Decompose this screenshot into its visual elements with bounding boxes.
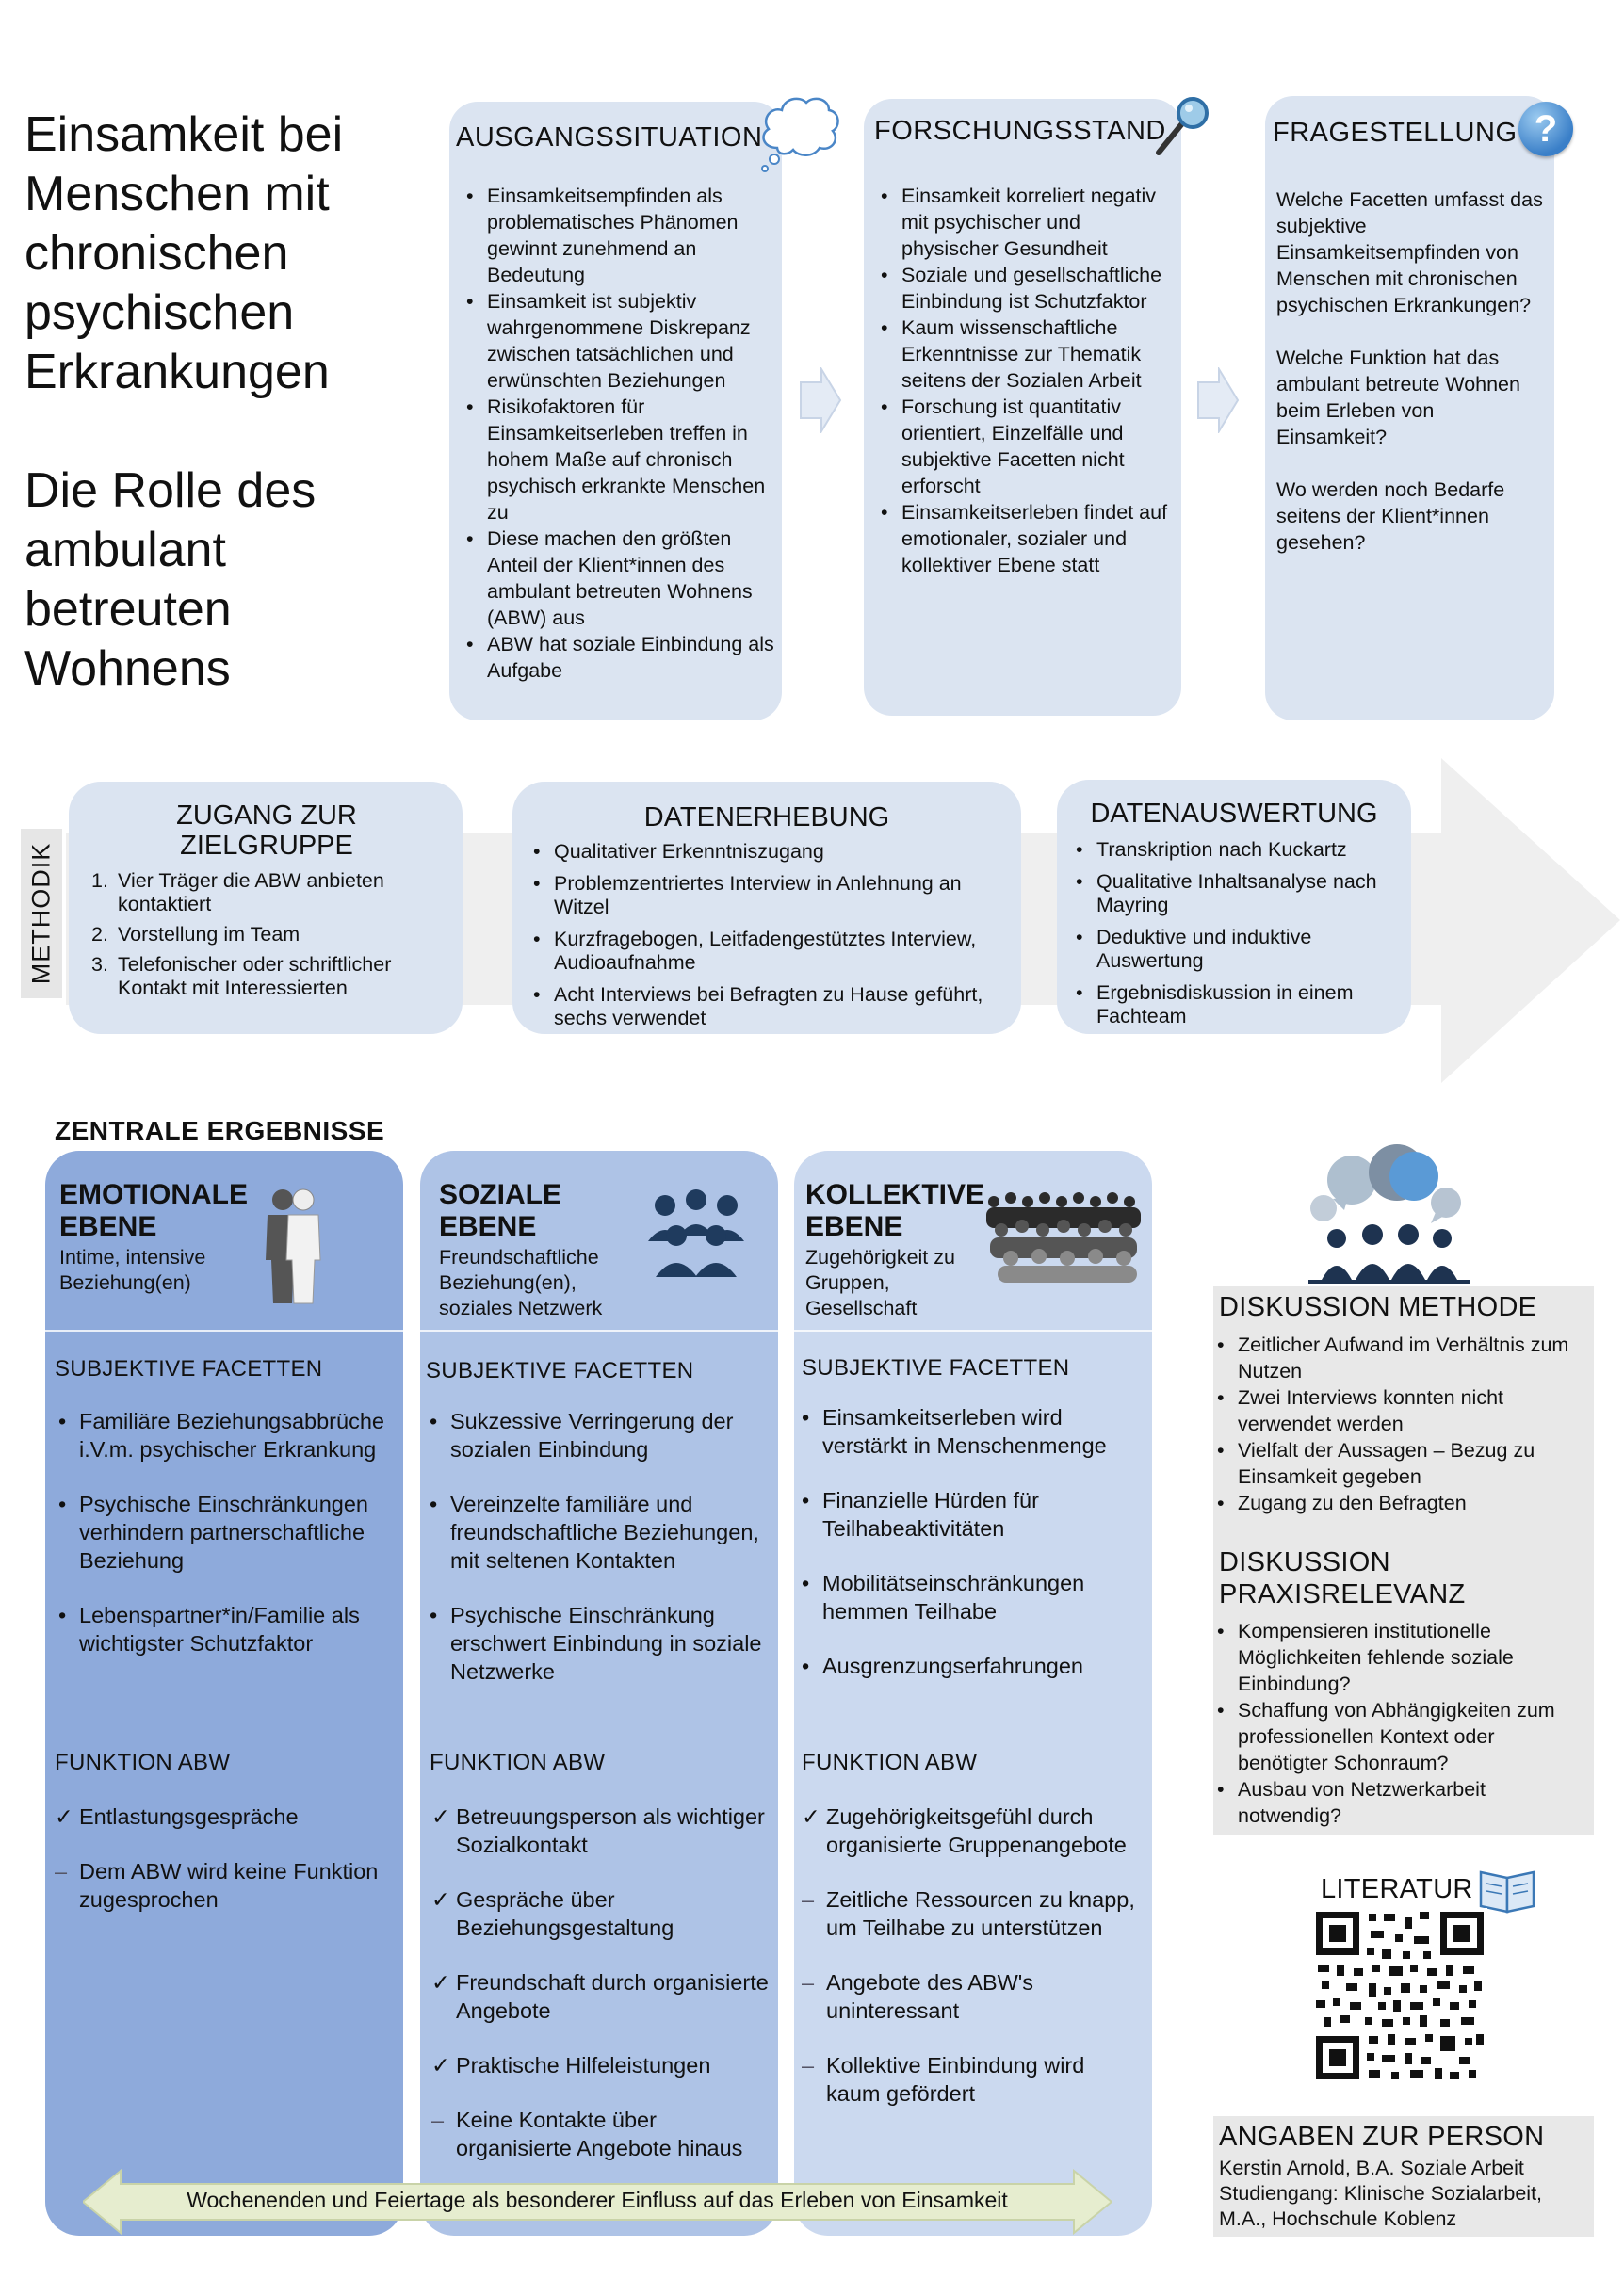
datenauswertung-list [1068,838,1398,1028]
list-item: • Kompensieren institutionelle Möglichkeiten fehlende soziale Einbindung? [1213,1618,1590,1697]
two-persons-icon [260,1187,326,1309]
sozial-facets-list [422,1407,771,1686]
list-item: • Risikofaktoren für Einsamkeitserleben treffen in hohem Maße auf chronisch psychisch erkrankte Menschen zu [459,394,774,525]
list-item: • Vereinzelte familiäre und freundschaftliche Beziehungen, mit seltenen Kontakten [422,1490,771,1575]
emotional-facets-list [51,1407,390,1657]
poster-subtitle: Die Rolle des ambulant betreuten Wohnens [24,463,317,696]
sozial-subtitle: Freundschaftliche Beziehung(en), soziales Netzwerk [439,1246,603,1319]
list-item: • Problemzentriertes Interview in Anlehnung an Witzel [526,872,1006,919]
person-details [1219,2156,1591,2232]
poster-title: Einsamkeit bei Menschen mit chronischen psychischen Erkrankungen [24,107,344,399]
list-item: – Kollektive Einbindung wird kaum gefördert [802,2053,1085,2106]
list-item: • Forschung ist quantitativ orientiert, Einzelfälle und subjektive Facetten nicht erforscht [873,394,1175,499]
datenauswertung-box [1057,780,1411,1034]
ausgangssituation-list [459,183,774,684]
list-item: • Finanzielle Hürden für Teilhabeaktivitäten [794,1486,1143,1543]
list-item: • Mobilitätseinschränkungen hemmen Teilhabe [794,1569,1143,1625]
forschungsstand-box [864,99,1181,716]
datenauswertung-heading: DATENAUSWERTUNG [1090,799,1378,829]
list-item: • Sukzessive Verringerung der sozialen Einbindung [422,1407,771,1463]
list-item: • Ausbau von Netzwerkarbeit notwendig? [1213,1776,1590,1829]
list-item: • Lebenspartner*in/Familie als wichtigster Schutzfaktor [51,1601,390,1657]
zugang-list [89,869,447,1000]
thought-bubble-icon [754,89,840,174]
arrow-right-icon [799,367,842,433]
sozial-facets-heading: SUBJEKTIVE FACETTEN [426,1358,694,1383]
emotional-function-heading: FUNKTION ABW [55,1750,231,1775]
list-item: • Kaum wissenschaftliche Erkenntnisse zur Thematik seitens der Sozialen Arbeit [873,315,1175,394]
list-item: ✓ Gespräche über Beziehungsgestaltung [431,1887,674,1940]
datenerhebung-list [526,840,1006,1030]
fragestellung-heading: FRAGESTELLUNG [1273,118,1518,148]
discussion-panel [1213,1286,1594,1835]
list-item: 3. Telefonischer oder schriftlicher Kontakt mit Interessierten [91,953,392,999]
emotional-heading: EMOTIONALE EBENE [59,1179,248,1242]
list-item: • Einsamkeitserleben wird verstärkt in Menschenmenge [794,1403,1143,1460]
list-item: • Acht Interviews bei Befragten zu Hause geführt, sechs verwendet [526,983,1006,1030]
list-item: • Zugang zu den Befragten [1213,1490,1585,1516]
list-item: ✓ Betreuungsperson als wichtiger Sozialkontakt [431,1804,765,1857]
list-item: • Zeitlicher Aufwand im Verhältnis zum Nutzen [1213,1332,1585,1384]
person-line: Studiengang: Klinische Sozialarbeit, [1219,2182,1543,2205]
list-item: – Dem ABW wird keine Funktion zugesprochen [55,1859,379,1912]
list-item: ✓ Freundschaft durch organisierte Angebote [431,1970,769,2023]
list-item: • Einsamkeitserleben findet auf emotionaler, sozialer und kollektiver Ebene statt [873,499,1175,578]
list-item: • Qualitative Inhaltsanalyse nach Mayring [1068,870,1398,917]
literatur-heading: LITERATUR [1321,1874,1473,1904]
kollektiv-column [794,1151,1152,2236]
list-item: • Familiäre Beziehungsabbrüche i.V.m. psychischer Erkrankung [51,1407,390,1463]
list-item: 2. Vorstellung im Team [91,923,300,946]
arrow-right-icon [1196,367,1240,433]
person-heading: ANGABEN ZUR PERSON [1219,2122,1545,2152]
kollektiv-subtitle: Zugehörigkeit zu Gruppen, Gesellschaft [805,1246,955,1319]
group-icon [644,1187,748,1281]
list-item: – Keine Kontakte über organisierte Angebote hinaus [431,2108,743,2160]
diskussion-praxis-list [1213,1618,1590,1829]
list-item: • Ausgrenzungserfahrungen [794,1652,1143,1680]
datenerhebung-box [512,782,1021,1034]
list-item: • Einsamkeitsempfinden als problematisches Phänomen gewinnt zunehmend an Bedeutung [459,183,774,288]
sozial-header [420,1151,778,1332]
crowd-icon [983,1188,1147,1283]
zugang-box [69,782,463,1034]
sozial-column [420,1151,778,2236]
fragestellung-question: Welche Funktion hat das ambulant betreute Wohnen beim Erleben von Einsamkeit? [1276,347,1520,448]
kollektiv-header [794,1151,1152,1332]
ausgangssituation-box [449,102,782,720]
methodik-label-text: METHODIK [26,842,56,985]
list-item: • Ergebnisdiskussion in einem Fachteam [1068,981,1398,1028]
list-item: • Soziale und gesellschaftliche Einbindung ist Schutzfaktor [873,262,1175,315]
list-item: • Psychische Einschränkung erschwert Einbindung in soziale Netzwerke [422,1601,771,1686]
list-item: • Psychische Einschränkungen verhindern partnerschaftliche Beziehung [51,1490,390,1575]
list-item: • Einsamkeit korreliert negativ mit psychischer und physischer Gesundheit [873,183,1175,262]
list-item: • Diese machen den größten Anteil der Klient*innen des ambulant betreuten Wohnens (ABW) aus [459,525,774,631]
list-item: • Deduktive und induktive Auswertung [1068,926,1398,973]
sozial-function-heading: FUNKTION ABW [430,1750,606,1775]
list-item: – Zeitliche Ressourcen zu knapp, um Teilhabe zu unterstützen [802,1887,1135,1940]
kollektiv-function-list [800,1803,1144,2108]
list-item: • Kurzfragebogen, Leitfadengestütztes Interview, Audioaufnahme [526,928,1006,975]
diskussion-methode-heading: DISKUSSION METHODE [1219,1292,1537,1322]
list-item: 1. Vier Träger die ABW anbieten kontaktiert [91,869,384,915]
discussion-people-icon [1295,1144,1474,1285]
person-line: M.A., Hochschule Koblenz [1219,2207,1457,2230]
person-panel [1213,2116,1594,2237]
datenerhebung-heading: DATENERHEBUNG [643,802,890,833]
emotional-subtitle: Intime, intensive Beziehung(en) [59,1246,206,1294]
magnifier-icon [1151,94,1210,160]
qr-code-icon[interactable] [1312,1908,1487,2083]
list-item: • Transkription nach Kuckartz [1068,838,1398,862]
sozial-heading: SOZIALE EBENE [439,1179,562,1242]
zugang-heading: ZUGANG ZUR ZIELGRUPPE [176,800,357,861]
forschungsstand-heading: FORSCHUNGSSTAND [874,116,1166,146]
list-item: • Zwei Interviews konnten nicht verwendet werden [1213,1384,1585,1437]
kollektiv-function-heading: FUNKTION ABW [802,1750,978,1775]
emotional-function-list [53,1803,392,1914]
list-item: • Einsamkeit ist subjektiv wahrgenommene Diskrepanz zwischen tatsächlichen und erwünschten Beziehungen [459,288,774,394]
list-item: ✓ Praktische Hilfeleistungen [431,2053,711,2078]
weekend-banner-text: Wochenenden und Feiertage als besonderer Einfluss auf das Erleben von Einsamkeit [187,2188,1008,2212]
list-item: • Vielfalt der Aussagen – Bezug zu Einsamkeit gegeben [1213,1437,1585,1490]
methodik-label [21,829,62,998]
emotional-header [45,1151,403,1332]
list-item: ✓ Entlastungsgespräche [55,1804,299,1829]
list-item: ✓ Zugehörigkeitsgefühl durch organisierte Gruppenangebote [802,1804,1127,1857]
kollektiv-heading: KOLLEKTIVE EBENE [805,1179,985,1242]
person-line: Kerstin Arnold, B.A. Soziale Arbeit [1219,2157,1524,2179]
list-item: • ABW hat soziale Einbindung als Aufgabe [459,631,774,684]
results-title: ZENTRALE ERGEBNISSE [55,1116,385,1145]
list-item: – Angebote des ABW's uninteressant [802,1970,1034,2023]
emotional-facets-heading: SUBJEKTIVE FACETTEN [55,1356,323,1382]
kollektiv-facets-list [794,1403,1143,1680]
ausgangssituation-heading: AUSGANGSSITUATION [456,122,763,153]
forschungsstand-list [873,183,1175,578]
fragestellung-question: Wo werden noch Bedarfe seitens der Klient*innen gesehen? [1276,478,1505,554]
list-item: • Schaffung von Abhängigkeiten zum professionellen Kontext oder benötigter Schonraum? [1213,1697,1590,1776]
sozial-function-list [430,1803,773,2162]
diskussion-methode-list [1213,1332,1585,1516]
list-item: • Qualitativer Erkenntniszugang [526,840,1006,864]
fragestellung-box [1265,96,1554,720]
kollektiv-facets-heading: SUBJEKTIVE FACETTEN [802,1355,1070,1381]
question-mark-icon: ? [1518,102,1573,156]
fragestellung-question: Welche Facetten umfasst das subjektive Einsamkeitsempfinden von Menschen mit chronischen psychischen Erkrankungen? [1276,188,1543,316]
diskussion-praxis-heading: DISKUSSION PRAXISRELEVANZ [1219,1547,1466,1609]
emotional-column [45,1151,403,2236]
